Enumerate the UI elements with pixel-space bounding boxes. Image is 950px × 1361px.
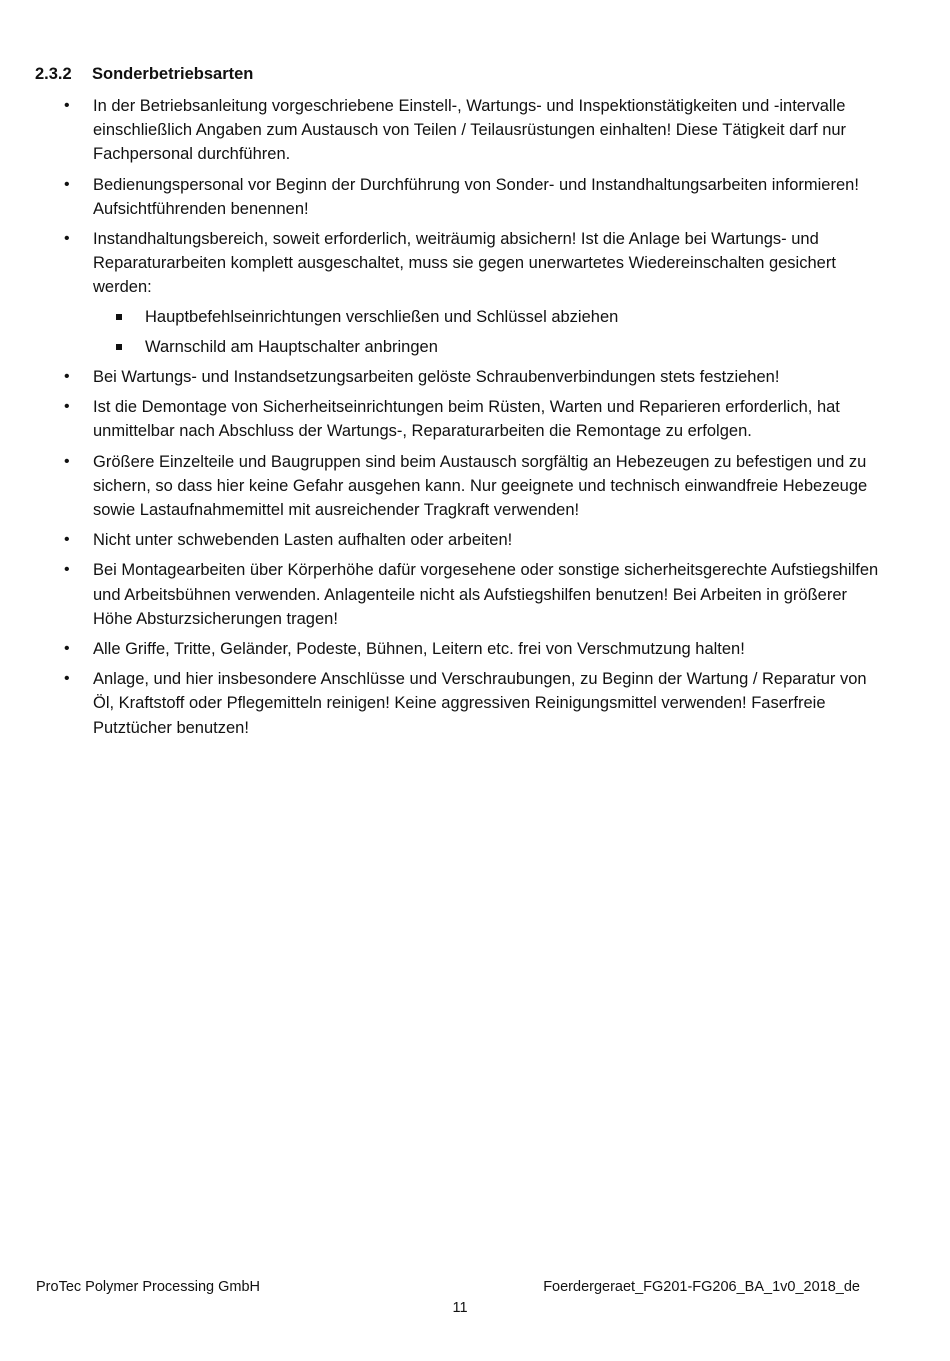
list-item [0, 637, 950, 661]
bullet-icon: • [64, 175, 70, 193]
sub-list-item [93, 305, 880, 329]
square-bullet-icon [116, 314, 122, 320]
list-item [0, 173, 950, 221]
sub-list-item-text: Warnschild am Hauptschalter anbringen [145, 337, 438, 356]
list-item [0, 395, 950, 443]
list-item-text: Bei Montagearbeiten über Körperhöhe dafür vorgesehene oder sonstige sicherheitsgerechte Aufstiegshilfen und Arbeitsbühnen verwenden. Anlagenteile nicht als Aufstiegshilfen benutzen! Bei Arbeiten in größerer Höhe Absturzsicherungen tragen! [93, 561, 879, 628]
bullet-icon: • [64, 97, 70, 114]
list-item-text: Ist die Demontage von Sicherheitseinrichtungen beim Rüsten, Warten und Reparieren erforderlich, hat unmittelbar nach Abschluss der Wartungs-, Reparaturarbeiten die Remontage zu erfolgen. [93, 398, 840, 441]
list-item-text: Instandhaltungsbereich, soweit erforderlich, weiträumig absichern! Ist die Anlage bei Wartungs- und Reparaturarbeiten komplett ausgeschaltet, muss sie gegen unerwartetes Wiedereinschalten gesichert werden: [93, 230, 836, 297]
list-item-text: Anlage, und hier insbesondere Anschlüsse und Verschraubungen, zu Beginn der Wartung / Reparatur von Öl, Kraftstoff oder Pflegemitteln reinigen! Keine aggressiven Reinigungsmittel verwenden! Faserfreie Putztücher benutzen! [93, 670, 867, 737]
bullet-icon: • [64, 640, 70, 658]
sub-list-item-text: Hauptbefehlseinrichtungen verschließen und Schlüssel abziehen [145, 307, 619, 326]
list-item-text: Bei Wartungs- und Instandsetzungsarbeiten gelöste Schraubenverbindungen stets festziehen! [93, 368, 780, 387]
list-item [0, 94, 950, 167]
bullet-icon: • [64, 561, 70, 579]
list-item-text: Größere Einzelteile und Baugruppen sind beim Austausch sorgfältig an Hebezeugen zu befestigen und zu sichern, so dass hier keine Gefahr ausgehen kann. Nur geeignete und technisch einwandfreie Hebezeuge sowie Lastaufnahmemittel mit ausreichender Tragkraft verwenden! [93, 452, 868, 520]
list-item [0, 365, 950, 389]
bullet-icon: • [64, 670, 70, 688]
list-item-text: Nicht unter schwebenden Lasten aufhalten oder arbeiten! [93, 531, 513, 550]
bullet-icon: • [64, 398, 70, 416]
bullet-icon: • [64, 452, 70, 470]
list-item [0, 558, 950, 631]
footer-document-id: Foerdergeraet_FG201-FG206_BA_1v0_2018_de [543, 1279, 860, 1295]
section-number: 2.3.2 [35, 65, 72, 83]
page-number: 11 [452, 1300, 468, 1316]
sub-list [93, 305, 880, 359]
list-item [0, 227, 950, 359]
sub-list-item [93, 335, 880, 359]
list-item [0, 667, 950, 740]
list-item [0, 450, 950, 523]
section-heading [35, 63, 253, 85]
bullet-icon: • [64, 368, 70, 386]
bullet-icon: • [64, 531, 70, 549]
list-item-text: Alle Griffe, Tritte, Geländer, Podeste, Bühnen, Leitern etc. frei von Verschmutzung halten! [93, 640, 745, 659]
list-item [0, 528, 950, 552]
bullet-icon: • [64, 230, 70, 248]
square-bullet-icon [116, 344, 122, 350]
footer-company: ProTec Polymer Processing GmbH [36, 1279, 261, 1295]
list-item-text: In der Betriebsanleitung vorgeschriebene Einstell-, Wartungs- und Inspektionstätigkeiten und -intervalle einschließlich Angaben zum Austausch von Teilen / Teilausrüstungen einhalten! Diese Tätigkeit darf nur Fachpersonal durchführen. [93, 97, 847, 164]
bullet-list [0, 94, 950, 746]
list-item-text: Bedienungspersonal vor Beginn der Durchführung von Sonder- und Instandhaltungsarbeiten informieren! Aufsichtführenden benennen! [93, 175, 859, 218]
section-title: Sonderbetriebsarten [92, 65, 254, 83]
